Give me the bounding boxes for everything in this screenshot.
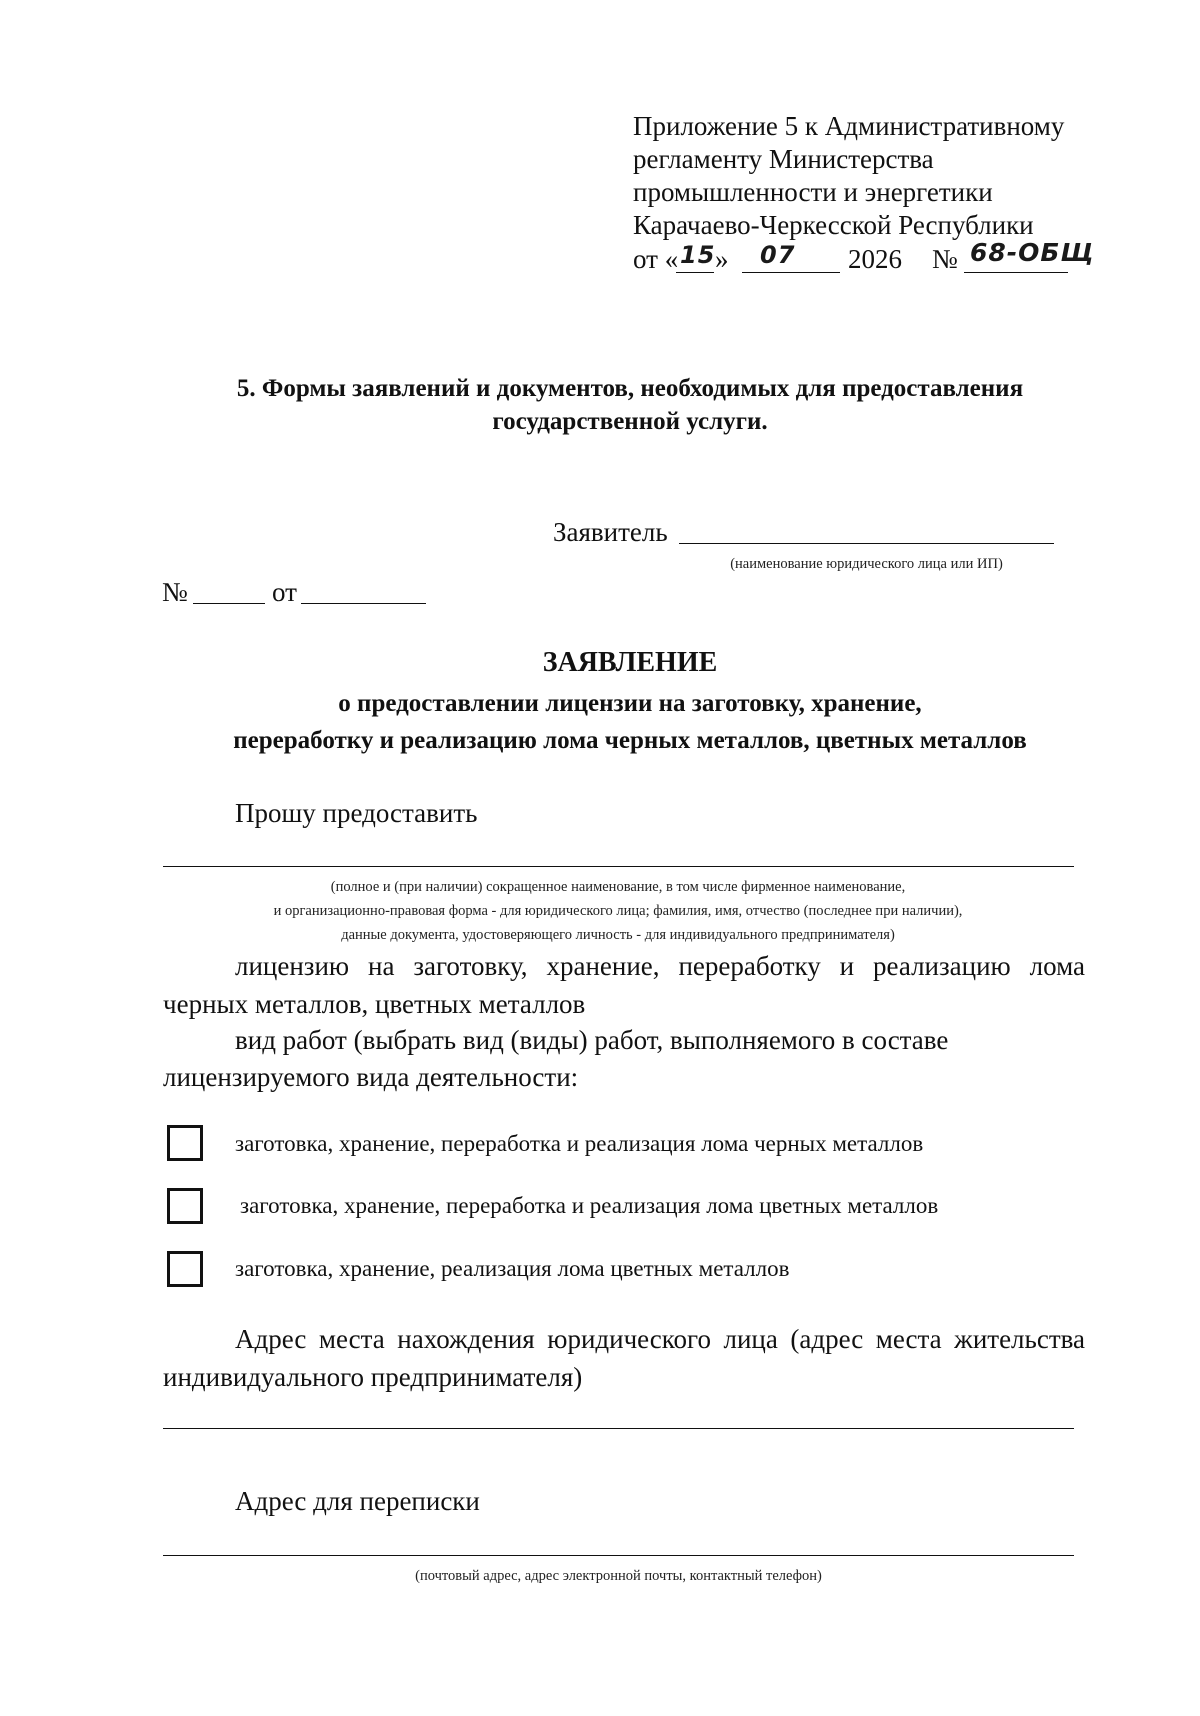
option-2-checkbox[interactable] [167, 1188, 203, 1224]
option-1-checkbox[interactable] [167, 1125, 203, 1161]
option-3-checkbox[interactable] [167, 1251, 203, 1287]
work-kind-line-2: лицензируемого вида деятельности: [163, 1062, 579, 1092]
reg-date-label: от [272, 577, 297, 607]
order-number-handwritten: 68-ОБЩ [970, 238, 1095, 267]
appendix-line-3: промышленности и энергетики [633, 177, 993, 207]
date-prefix: от « [633, 244, 679, 274]
order-number-sign: № [932, 244, 958, 274]
request-label: Прошу предоставить [235, 798, 478, 828]
section-title-line-2: государственной услуги. [492, 408, 768, 435]
date-month-handwritten: 07 [760, 241, 796, 269]
appendix-line-4: Карачаево-Черкесской Республики [633, 210, 1034, 240]
date-close: » [715, 244, 729, 274]
license-text-line-2: черных металлов, цветных металлов [163, 989, 586, 1019]
correspondence-label: Адрес для переписки [235, 1486, 480, 1516]
option-3-label: заготовка, хранение, реализация лома цветных металлов [235, 1256, 790, 1281]
address-field[interactable] [163, 1428, 1074, 1429]
date-year: 2026 [848, 244, 902, 274]
date-day-line [676, 272, 714, 273]
request-hint-3: данные документа, удостоверяющего личность - для индивидуального предпринимателя) [341, 927, 895, 943]
option-1-label: заготовка, хранение, переработка и реализация лома черных металлов [235, 1131, 924, 1156]
date-month-line [742, 272, 840, 273]
applicant-field[interactable] [679, 543, 1054, 544]
request-hint-1: (полное и (при наличии) сокращенное наименование, в том числе фирменное наименование, [330, 879, 906, 895]
address-line-2: индивидуального предпринимателя) [163, 1362, 583, 1392]
option-2-label: заготовка, хранение, переработка и реализация лома цветных металлов [240, 1193, 939, 1218]
applicant-hint: (наименование юридического лица или ИП) [730, 556, 1003, 572]
appendix-line-1: Приложение 5 к Административному [633, 111, 1065, 141]
request-field[interactable] [163, 866, 1074, 867]
correspondence-field[interactable] [163, 1555, 1074, 1556]
section-title-line-1: 5. Формы заявлений и документов, необходимых для предоставления [236, 375, 1024, 402]
request-hint-2: и организационно-правовая форма - для юридического лица; фамилия, имя, отчество (последнее при наличии), [273, 903, 963, 919]
address-line-1: Адрес места нахождения юридического лица (адрес места жительства [235, 1324, 1085, 1354]
correspondence-hint: (почтовый адрес, адрес электронной почты, контактный телефон) [415, 1568, 822, 1584]
statement-subtitle-line-2: переработку и реализацию лома черных металлов, цветных металлов [233, 727, 1027, 754]
date-day-handwritten: 15 [680, 241, 716, 269]
statement-subtitle-line-1: о предоставлении лицензии на заготовку, хранение, [338, 690, 922, 717]
statement-title: ЗАЯВЛЕНИЕ [542, 647, 718, 678]
reg-date-field[interactable] [301, 603, 426, 604]
applicant-label: Заявитель [553, 517, 668, 547]
reg-number-sign: № [162, 577, 188, 607]
work-kind-line-1: вид работ (выбрать вид (виды) работ, выполняемого в составе [235, 1025, 949, 1055]
reg-number-field[interactable] [193, 603, 265, 604]
order-number-line [964, 272, 1068, 273]
license-text-line-1: лицензию на заготовку, хранение, переработку и реализацию лома [235, 951, 1085, 981]
appendix-line-2: регламенту Министерства [633, 144, 934, 174]
